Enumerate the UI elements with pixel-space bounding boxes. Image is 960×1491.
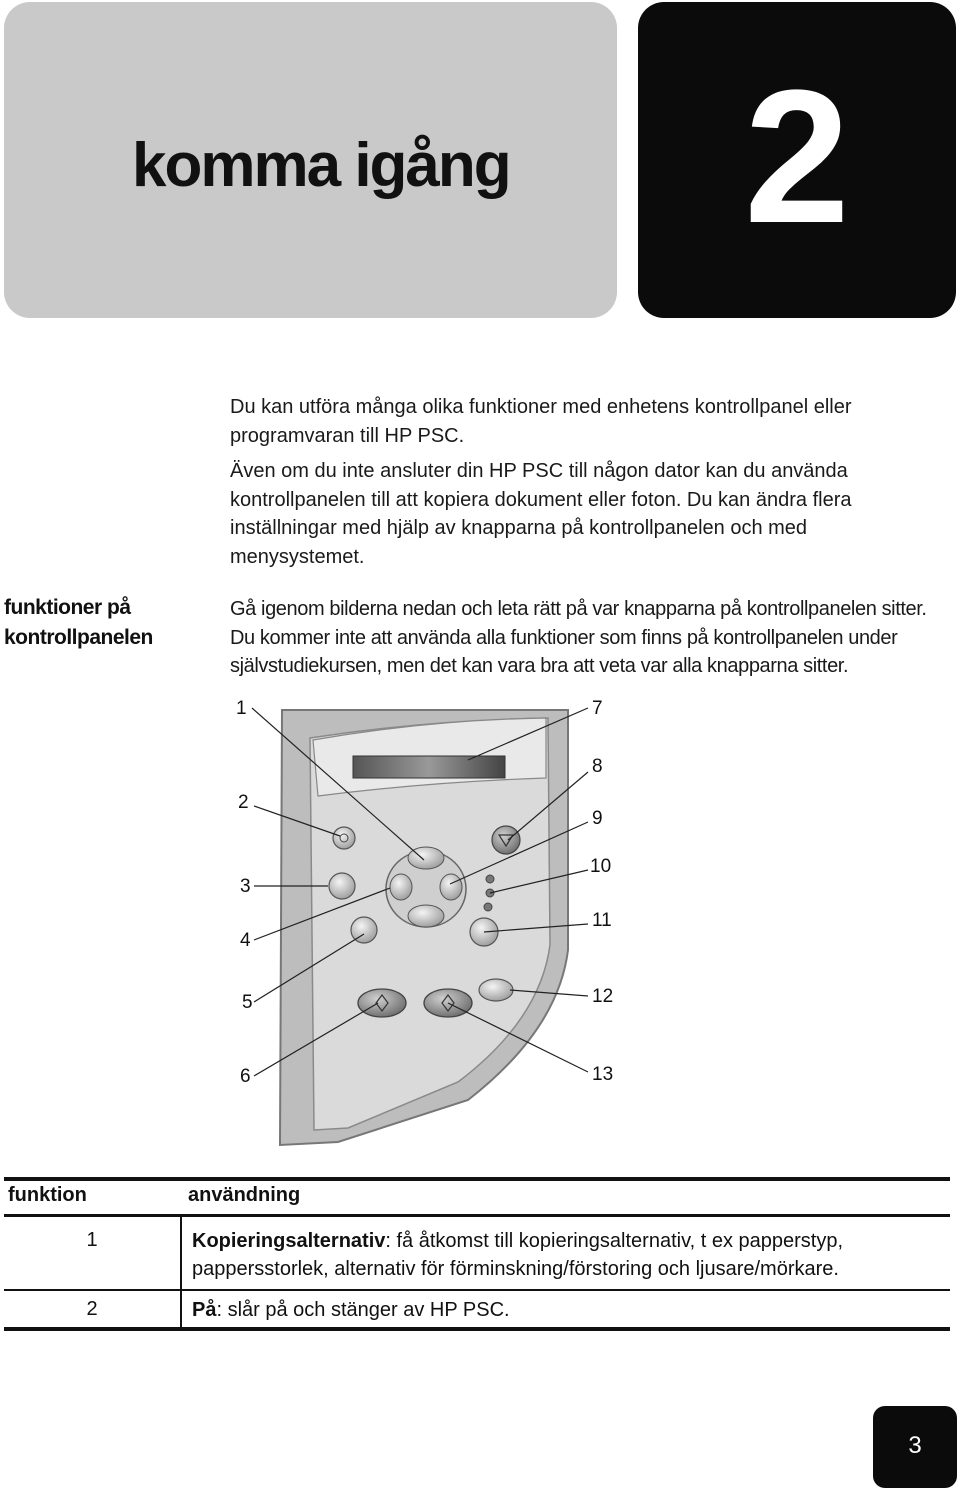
table-row-desc: : få åtkomst till kopieringsalternativ, t ex papperstyp, pappersstorlek, alternativ för förminskning/förstoring och ljusare/mörkare. <box>192 1230 844 1280</box>
callout-9: 9 <box>592 808 603 829</box>
table-row-rule <box>4 1289 950 1291</box>
callout-11: 11 <box>592 910 612 931</box>
table-column-rule <box>180 1217 182 1330</box>
callout-10: 10 <box>590 856 612 877</box>
chapter-number: 2 <box>744 51 850 263</box>
callout-2: 2 <box>238 792 249 813</box>
table-header-usage: användning <box>188 1184 301 1206</box>
callout-13: 13 <box>592 1064 614 1085</box>
chapter-title-block <box>4 2 617 318</box>
chapter-number-block <box>638 2 956 318</box>
cancel-button <box>492 826 520 854</box>
callout-7: 7 <box>592 698 603 719</box>
table-row-term: Kopieringsalternativ <box>192 1230 386 1252</box>
menu-button <box>329 873 355 899</box>
table-row-text <box>192 1296 942 1324</box>
table-top-rule <box>4 1177 950 1181</box>
table-row-term: På <box>192 1299 217 1321</box>
table-header-rule <box>4 1214 950 1217</box>
section-paragraph: Gå igenom bilderna nedan och leta rätt på var knapparna på kontrollpanelen sitter. Du kommer inte att använda alla funktioner som finns på kontrollpanelen under självstudiekursen, men det kan vara bra att veta var alla knapparna sitter. <box>230 598 927 677</box>
intro-paragraph-1: Du kan utföra många olika funktioner med enhetens kontrollpanel eller programvaran till HP PSC. <box>230 396 852 447</box>
table-header-function: funktion <box>8 1184 87 1206</box>
nav-right-button <box>440 874 462 900</box>
control-panel-illustration <box>228 690 628 1150</box>
on-button <box>333 827 355 849</box>
chapter-title: komma igång <box>132 131 510 200</box>
callout-12: 12 <box>592 986 614 1007</box>
table-row-number: 1 <box>86 1229 98 1251</box>
nav-down-button <box>408 905 444 927</box>
callout-5: 5 <box>242 992 253 1013</box>
indicator-light <box>486 875 494 883</box>
lcd-display <box>353 756 505 778</box>
callout-4: 4 <box>240 930 251 951</box>
table-bottom-rule <box>4 1327 950 1331</box>
table-row-text <box>192 1227 942 1283</box>
control-panel-figure <box>228 690 628 1150</box>
start-black-button <box>358 989 406 1017</box>
page-number-box <box>873 1406 957 1488</box>
callout-8: 8 <box>592 756 603 777</box>
nav-left-button <box>390 874 412 900</box>
callout-3: 3 <box>240 876 251 897</box>
intro-paragraph-2: Även om du inte ansluter din HP PSC till någon dator kan du använda kontrollpanelen till att kopiera dokument eller foton. Du kan ändra flera inställningar med hjälp av knapparna på kontrollpanelen och med menysystemet. <box>230 460 852 568</box>
table-row-number: 2 <box>86 1298 98 1320</box>
section-heading: funktioner på kontrollpanelen <box>4 596 153 649</box>
callout-1: 1 <box>236 698 247 719</box>
page-number: 3 <box>908 1432 922 1459</box>
indicator-light <box>484 903 492 911</box>
callout-6: 6 <box>240 1066 251 1087</box>
table-row-desc: : slår på och stänger av HP PSC. <box>216 1299 510 1321</box>
scan-button <box>479 979 513 1001</box>
